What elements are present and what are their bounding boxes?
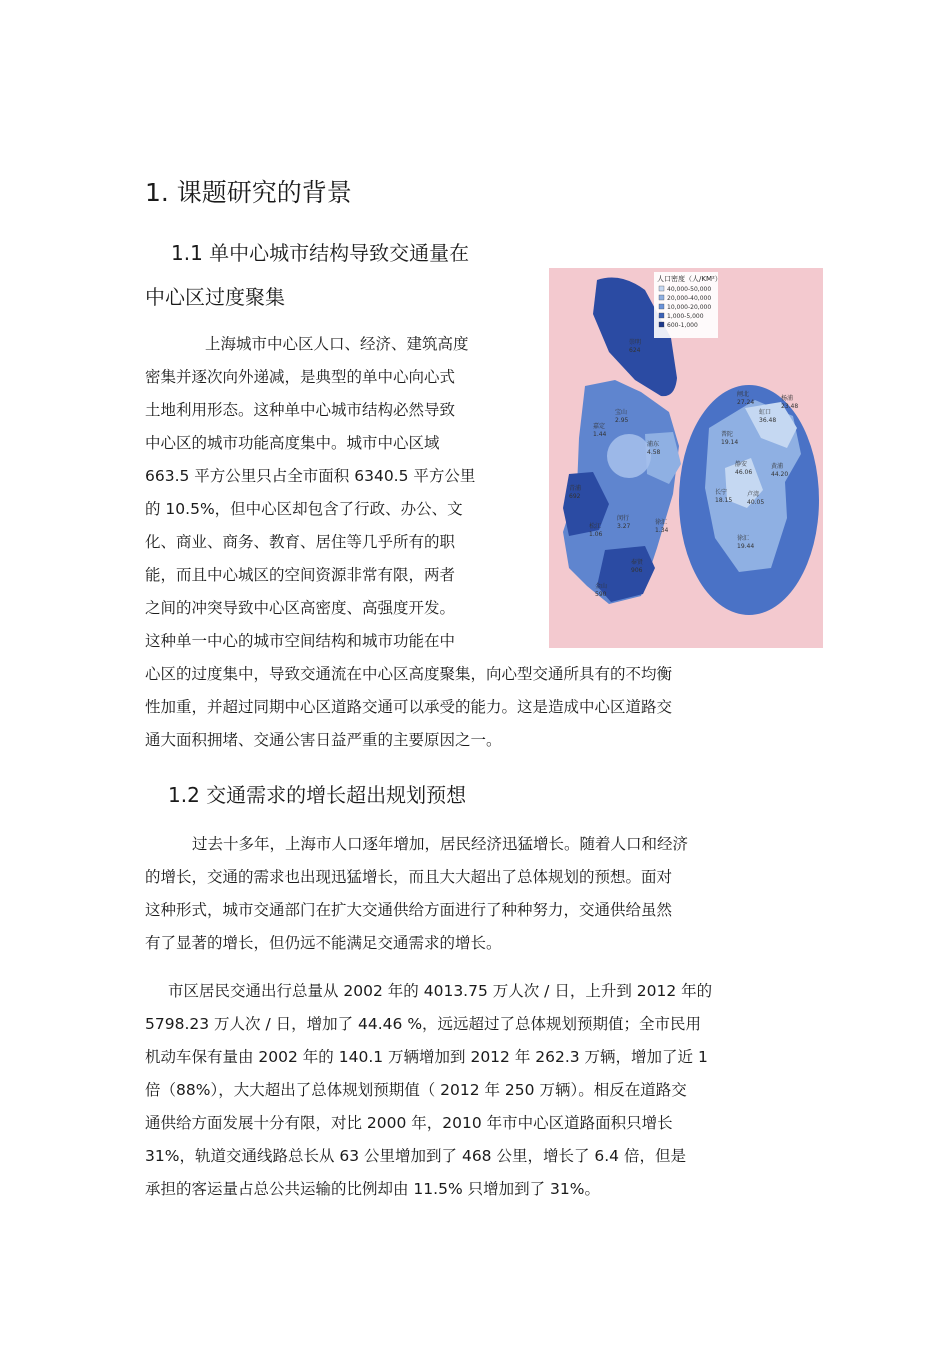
label-fengxian-value: 906	[631, 567, 643, 574]
legend-label: 10,000-20,000	[667, 304, 712, 311]
paragraph-line: 能，而且中心城区的空间资源非常有限，两者	[145, 566, 456, 584]
label-changning: 长宁	[715, 489, 728, 496]
label-hongkou: 虹口	[759, 409, 772, 416]
label-xuhui-small-value: 1.34	[655, 527, 669, 534]
legend-title: 人口密度（人/KM²）	[657, 275, 722, 283]
paragraph-line: 心区的过度集中，导致交通流在中心区高度聚集，向心型交通所具有的不均衡	[145, 665, 673, 683]
paragraph-line: 过去十多年，上海市人口逐年增加，居民经济迅猛增长。随着人口和经济	[192, 835, 689, 853]
label-luwan: 卢湾	[747, 491, 760, 498]
paragraph-line: 的 10.5%，但中心区却包含了行政、办公、文	[145, 500, 463, 518]
section-heading-1: 1. 课题研究的背景	[145, 178, 352, 207]
label-jinshan: 金山	[595, 583, 608, 590]
paragraph-line: 通供给方面发展十分有限，对比 2000 年，2010 年市中心区道路面积只增长	[145, 1114, 673, 1132]
legend-swatch	[659, 322, 664, 327]
paragraph-line: 通大面积拥堵、交通公害日益严重的主要原因之一。	[145, 731, 502, 749]
label-jinshan-value: 590	[595, 591, 607, 598]
legend-swatch	[659, 295, 664, 300]
label-songjiang-value: 1.06	[589, 531, 603, 538]
legend-label: 20,000-40,000	[667, 295, 712, 302]
label-xuhui-small: 徐汇	[655, 519, 668, 526]
label-songjiang: 松江	[589, 523, 602, 530]
label-minhang: 闵行	[617, 515, 630, 522]
label-luwan-value: 40.05	[747, 499, 765, 506]
population-density-map-graphic	[549, 268, 823, 648]
paragraph-line: 之间的冲突导致中心区高密度、高强度开发。	[145, 599, 456, 617]
paragraph-line: 31%，轨道交通线路总长从 63 公里增加到了 468 公里，增长了 6.4 倍，但是	[145, 1147, 686, 1165]
paragraph-line: 5798.23 万人次 / 日，增加了 44.46 %，远远超过了总体规划预期值；全市民用	[145, 1015, 702, 1033]
paragraph-line: 市区居民交通出行总量从 2002 年的 4013.75 万人次 / 日，上升到 2012 年的	[168, 982, 713, 1000]
label-changning-value: 18.15	[715, 497, 733, 504]
legend-label: 1,000-5,000	[667, 313, 704, 320]
label-jiading: 嘉定	[593, 423, 606, 430]
label-fengxian: 奉贤	[631, 559, 644, 566]
paragraph-line: 上海城市中心区人口、经济、建筑高度	[205, 335, 469, 353]
label-pudong-value: 4.58	[647, 449, 661, 456]
label-baoshan-value: 2.95	[615, 417, 629, 424]
paragraph-line: 中心区的城市功能高度集中。城市中心区域	[145, 434, 440, 452]
label-baoshan: 宝山	[615, 409, 628, 416]
label-zhabei-value: 27.24	[737, 399, 755, 406]
label-putuo-value: 19.14	[721, 439, 739, 446]
legend-swatch	[659, 313, 664, 318]
paragraph-line: 的增长，交通的需求也出现迅猛增长，而且大大超出了总体规划的预想。面对	[145, 868, 673, 886]
paragraph-line: 土地利用形态。这种单中心城市结构必然导致	[145, 401, 456, 419]
label-minhang-value: 3.27	[617, 523, 631, 530]
label-pudong: 浦东	[647, 441, 660, 448]
label-yangpu: 杨浦	[781, 395, 794, 402]
label-xuhui: 徐汇	[737, 535, 750, 542]
legend-swatch	[659, 286, 664, 291]
paragraph-line: 性加重，并超过同期中心区道路交通可以承受的能力。这是造成中心区道路交	[145, 698, 673, 716]
label-huangpu-value: 44.20	[771, 471, 789, 478]
legend-swatch	[659, 304, 664, 309]
paragraph-line: 663.5 平方公里只占全市面积 6340.5 平方公里	[145, 467, 476, 485]
population-density-map	[549, 268, 823, 648]
legend-label: 40,000-50,000	[667, 286, 712, 293]
label-zhabei: 闸北	[737, 391, 750, 398]
paragraph-line: 这种单一中心的城市空间结构和城市功能在中	[145, 632, 456, 650]
label-qingpu: 青浦	[569, 485, 582, 492]
label-qingpu-value: 692	[569, 493, 581, 500]
label-chongming: 崇明	[629, 339, 642, 346]
subsection-heading-1-2: 1.2 交通需求的增长超出规划预想	[168, 783, 467, 807]
paragraph-line: 有了显著的增长，但仍远不能满足交通需求的增长。	[145, 934, 502, 952]
paragraph-line: 密集并逐次向外递减，是典型的单中心向心式	[145, 368, 456, 386]
label-hongkou-value: 36.48	[759, 417, 777, 424]
label-yangpu-value: 23.48	[781, 403, 799, 410]
paragraph-line: 倍（88%），大大超出了总体规划预期值（ 2012 年 250 万辆）。相反在道路交	[145, 1081, 687, 1099]
subsection-heading-1-1-cont: 中心区过度聚集	[145, 285, 285, 309]
paragraph-line: 机动车保有量由 2002 年的 140.1 万辆增加到 2012 年 262.3 万辆，增加了近 1	[145, 1048, 708, 1066]
label-jingan: 静安	[735, 461, 748, 468]
paragraph-line: 承担的客运量占总公共运输的比例却由 11.5% 只增加到了 31%。	[145, 1180, 600, 1198]
central-district	[607, 434, 651, 478]
label-jingan-value: 46.06	[735, 469, 753, 476]
paragraph-line: 这种形式，城市交通部门在扩大交通供给方面进行了种种努力，交通供给虽然	[145, 901, 673, 919]
label-huangpu: 黄浦	[771, 463, 784, 470]
label-putuo: 普陀	[721, 431, 734, 438]
legend-label: 600-1,000	[667, 322, 698, 329]
label-xuhui-value: 19.44	[737, 543, 755, 550]
subsection-heading-1-1: 1.1 单中心城市结构导致交通量在	[171, 241, 470, 265]
label-chongming-value: 624	[629, 347, 641, 354]
label-jiading-value: 1.44	[593, 431, 607, 438]
paragraph-line: 化、商业、商务、教育、居住等几乎所有的职	[145, 533, 456, 551]
